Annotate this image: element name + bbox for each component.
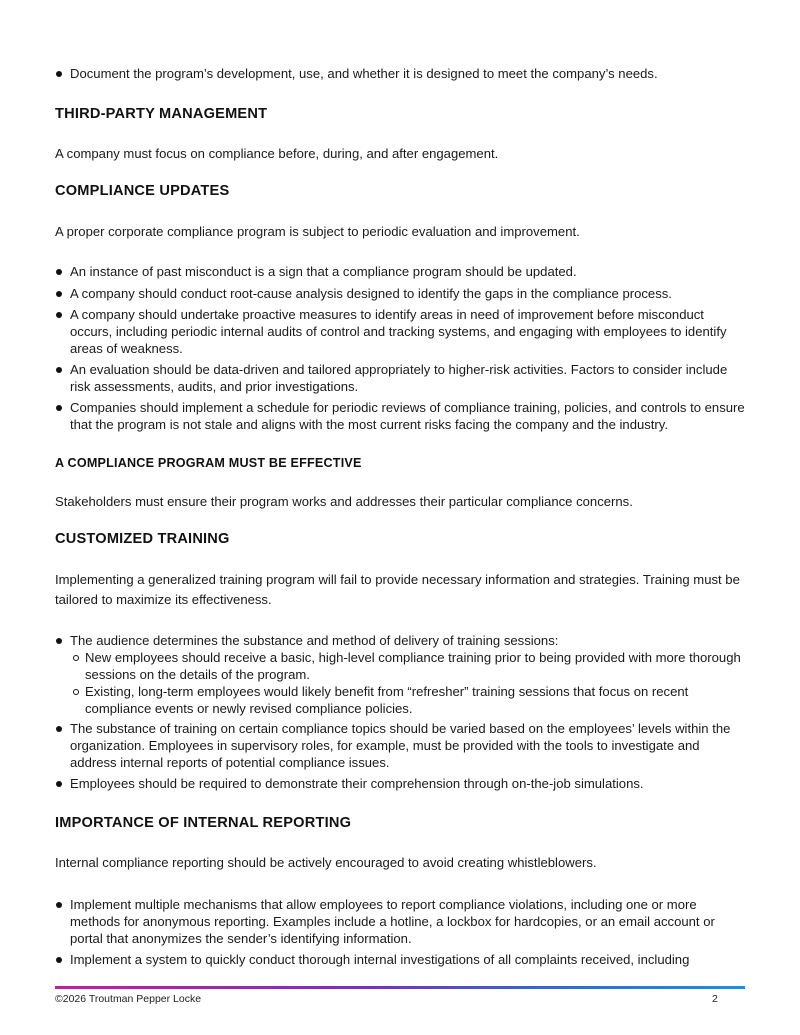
sub-list-item <box>70 649 745 683</box>
bullet-text: An instance of past misconduct is a sign that a compliance program should be updated. <box>70 264 577 279</box>
list-item <box>55 720 745 771</box>
section-heading: IMPORTANCE OF INTERNAL REPORTING <box>55 815 352 831</box>
footer-copyright: ©2026 Troutman Pepper Locke <box>55 993 202 1005</box>
bullet-text: The substance of training on certain compliance topics should be varied based on the employees’ levels within the organization. Employees in supervisory roles, for example, must be provided with the tools to investigate and address internal reports of potential compliance issues. <box>70 721 731 770</box>
bullet-text: The audience determines the substance and method of delivery of training sessions: <box>70 633 559 648</box>
bullet-icon <box>56 269 62 275</box>
paragraph: Stakeholders must ensure their program works and addresses their particular compliance concerns. <box>55 494 633 509</box>
bullet-icon <box>56 367 62 373</box>
bullet-text: Companies should implement a schedule for periodic reviews of compliance training, policies, and controls to ensure that the program is not stale and aligns with the most current risks facing the company and the industry. <box>70 400 745 432</box>
sub-bullet-text: New employees should receive a basic, high-level compliance training prior to being provided with more thorough sessions on the details of the program. <box>85 650 741 682</box>
list-item <box>55 896 745 947</box>
bullet-text: An evaluation should be data-driven and tailored appropriately to higher-risk activities. Factors to consider include risk assessments, audits, and prior investigations. <box>70 362 728 394</box>
section-heading: CUSTOMIZED TRAINING <box>55 531 230 547</box>
bullet-icon <box>56 405 62 411</box>
bullet-text: Implement multiple mechanisms that allow employees to report compliance violations, including one or more methods for anonymous reporting. Examples include a hotline, a lockbox for hardcopies, or an email account or portal that anonymizes the sender’s identifying information. <box>70 897 715 946</box>
list-item <box>55 951 745 968</box>
sub-bullet-text: Existing, long-term employees would likely benefit from “refresher” training sessions that focus on recent compliance events or newly revised compliance policies. <box>85 684 689 716</box>
bullet-text: Document the program’s development, use, and whether it is designed to meet the company’s needs. <box>70 66 658 81</box>
paragraph: A company must focus on compliance before, during, and after engagement. <box>55 146 499 161</box>
bullet-icon <box>56 957 62 963</box>
paragraph: Internal compliance reporting should be actively encouraged to avoid creating whistleblowers. <box>55 855 597 870</box>
list-item <box>55 775 745 792</box>
list-item <box>55 399 745 433</box>
bullet-icon <box>56 312 62 318</box>
sub-bullet-icon <box>73 655 79 661</box>
subsection-heading: A COMPLIANCE PROGRAM MUST BE EFFECTIVE <box>55 456 362 470</box>
bullet-icon <box>56 291 62 297</box>
bullet-icon <box>56 638 62 644</box>
bullet-icon <box>56 902 62 908</box>
footer-divider <box>55 986 745 989</box>
paragraph: Implementing a generalized training program will fail to provide necessary information and strategies. Training must be tailored to maximize its effectiveness. <box>55 572 740 607</box>
bullet-icon <box>56 71 62 77</box>
list-item <box>55 361 745 395</box>
bullet-text: A company should undertake proactive measures to identify areas in need of improvement before misconduct occurs, including periodic internal audits of control and tracking systems, and engaging with employees to identify areas of weakness. <box>70 307 727 356</box>
page-number: 2 <box>712 993 718 1005</box>
list-item <box>55 632 745 649</box>
sub-bullet-icon <box>73 689 79 695</box>
bullet-icon <box>56 726 62 732</box>
bullet-text: A company should conduct root-cause analysis designed to identify the gaps in the compliance process. <box>70 286 672 301</box>
sub-list-item <box>70 683 745 717</box>
list-item <box>55 263 745 280</box>
bullet-text: Employees should be required to demonstrate their comprehension through on-the-job simulations. <box>70 776 644 791</box>
list-item <box>55 306 745 357</box>
bullet-icon <box>56 781 62 787</box>
list-item <box>55 65 745 82</box>
paragraph: A proper corporate compliance program is subject to periodic evaluation and improvement. <box>55 224 580 239</box>
section-heading: THIRD-PARTY MANAGEMENT <box>55 106 268 122</box>
list-item <box>55 285 745 302</box>
bullet-text: Implement a system to quickly conduct thorough internal investigations of all complaints received, including <box>70 952 690 967</box>
section-heading: COMPLIANCE UPDATES <box>55 183 230 199</box>
